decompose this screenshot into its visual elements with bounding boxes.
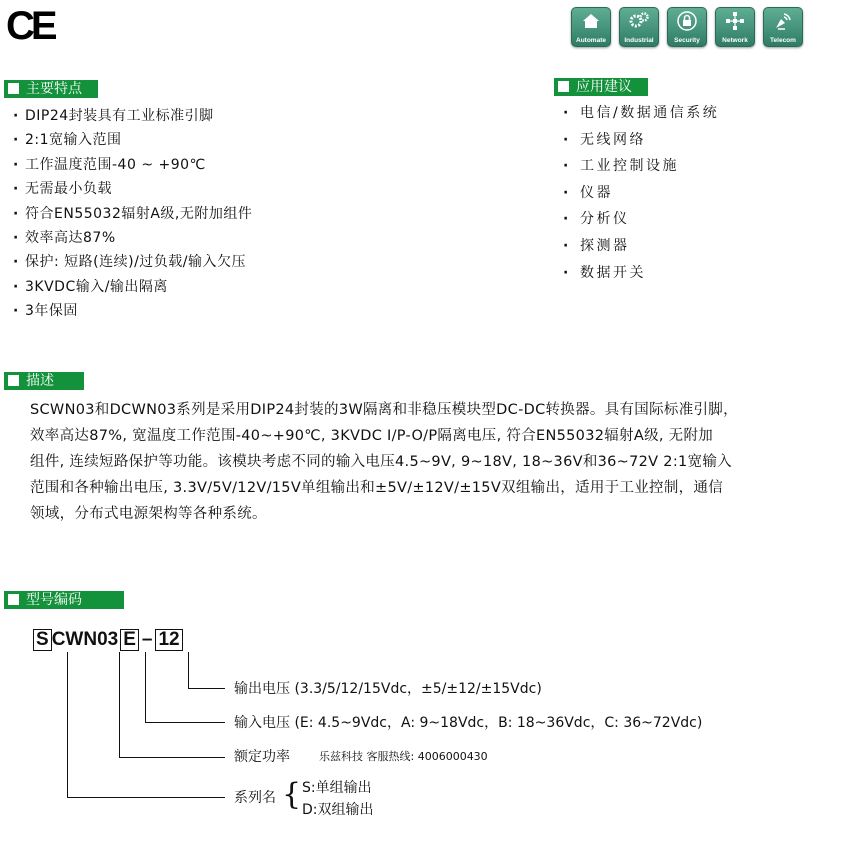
list-item: · 3KVDC输入/输出隔离 <box>13 278 168 295</box>
code-dash: – <box>141 629 153 650</box>
security-label: Security <box>674 37 700 44</box>
series-code-box: S <box>33 629 52 651</box>
power-connector <box>119 652 120 758</box>
square-bullet-icon <box>8 594 19 605</box>
contact-hotline: 乐兹科技 客服热线: 4006000430 <box>319 750 488 763</box>
series-connector <box>67 652 68 798</box>
telecom-label: Telecom <box>770 37 796 44</box>
description-line: SCWN03和DCWN03系列是采用DIP24封装的3W隔离和非稳压模块型DC-DC转换器。具有国际标准引脚， <box>30 402 738 418</box>
input-connector <box>145 652 146 723</box>
output-code-box: 12 <box>155 629 182 651</box>
list-item: · 3年保固 <box>13 303 78 320</box>
list-item: · 无需最小负载 <box>13 181 112 198</box>
list-item: · 探测器 <box>563 237 630 254</box>
list-item: · 无线网络 <box>563 131 646 148</box>
automate-tile <box>571 7 611 47</box>
square-bullet-icon <box>8 83 19 94</box>
list-item: · 效率高达87% <box>13 229 116 246</box>
input-connector <box>145 722 225 723</box>
input-voltage-label: 输入电压 (E: 4.5~9Vdc，A: 9~18Vdc，B: 18~36Vdc，C: 36~72Vdc) <box>234 715 703 731</box>
list-item: · 符合EN55032辐射A级,无附加组件 <box>13 205 253 222</box>
ce-mark-logo: CE <box>6 4 54 48</box>
list-item: · 工业控制设施 <box>563 158 679 175</box>
description-line: 组件, 连续短路保护等功能。该模块考虑不同的输入电压4.5~9V, 9~18V, 18~36V和36~72V 2:1宽输入 <box>30 454 732 470</box>
list-item: · 数据开关 <box>563 264 646 281</box>
list-item: · 电信/数据通信系统 <box>563 105 720 121</box>
square-bullet-icon <box>558 81 569 92</box>
output-connector <box>188 688 225 689</box>
house-icon <box>581 11 601 31</box>
features-title: 主要特点 <box>26 81 82 97</box>
list-item: · 保护: 短路(连续)/过负载/输入欠压 <box>13 254 247 271</box>
power-connector <box>119 757 225 758</box>
list-item: · 2:1宽输入范围 <box>13 132 122 149</box>
applications-title: 应用建议 <box>576 79 632 95</box>
description-header <box>4 372 84 390</box>
lock-icon <box>677 11 697 31</box>
application-icons <box>571 7 803 47</box>
series-name-label: 系列名 <box>234 790 276 806</box>
output-voltage-label: 输出电压 (3.3/5/12/15Vdc，±5/±12/±15Vdc) <box>234 681 542 697</box>
automate-label: Automate <box>576 37 606 44</box>
applications-list <box>563 100 719 286</box>
input-code-box: E <box>120 629 139 651</box>
list-item: · 工作温度范围-40 ~ +90℃ <box>13 156 206 173</box>
network-icon <box>725 11 745 31</box>
series-connector <box>67 797 225 798</box>
square-bullet-icon <box>8 375 19 386</box>
list-item: · 仪器 <box>563 184 613 201</box>
output-connector <box>188 652 189 689</box>
list-item: · DIP24封装具有工业标准引脚 <box>13 108 214 124</box>
industrial-tile <box>619 7 659 47</box>
description-line: 范围和各种输出电压, 3.3V/5V/12V/15V单组输出和±5V/±12V/±15V双组输出，适用于工业控制，通信 <box>30 480 724 496</box>
description-body <box>30 397 790 527</box>
description-line: 效率高达87%, 宽温度工作范围-40~+90℃, 3KVDC I/P-O/P隔离电压, 符合EN55032辐射A级, 无附加 <box>30 428 714 444</box>
family-code: CWN03 <box>51 629 119 650</box>
network-tile <box>715 7 755 47</box>
features-list <box>13 104 252 324</box>
model-code-title: 型号编码 <box>26 592 82 608</box>
description-line: 领域，分布式电源架构等各种系统。 <box>30 506 267 522</box>
series-dual-label: D:双组输出 <box>302 802 374 818</box>
brace-icon: { <box>282 777 302 812</box>
series-single-label: S:单组输出 <box>302 780 372 796</box>
network-label: Network <box>722 37 748 44</box>
description-title: 描述 <box>26 373 54 389</box>
model-code <box>33 629 183 651</box>
telecom-tile <box>763 7 803 47</box>
security-tile <box>667 7 707 47</box>
features-header <box>4 80 98 98</box>
applications-header <box>554 78 648 96</box>
satellite-icon <box>773 11 793 31</box>
rated-power-label: 额定功率 <box>234 749 290 765</box>
industrial-label: Industrial <box>624 37 654 44</box>
model-code-header <box>4 591 124 609</box>
list-item: · 分析仪 <box>563 211 630 228</box>
gears-icon <box>629 11 649 31</box>
